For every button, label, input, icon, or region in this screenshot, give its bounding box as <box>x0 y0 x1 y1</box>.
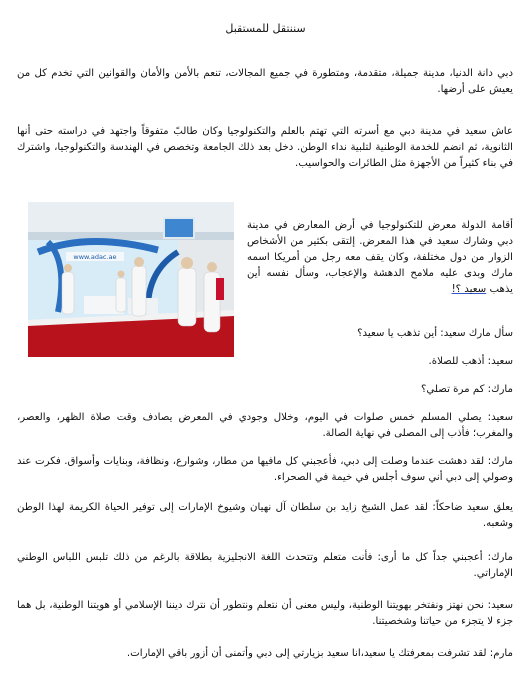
exhibition-photo <box>28 202 234 357</box>
paragraph-intro: دبي دانة الدنيا، مدينة جميلة، متقدمة، ومتطورة في جميع المجالات، تنعم بالأمن والأمان والقوانين التي تخدم كل من يعيش على أرضها. <box>17 68 513 95</box>
dialogue-mark-farewell: مارم: لقد تشرفت بمعرفتك يا سعيد،انا سعيد بزيارتي إلى دبي وأتمنى أن أزور باقي الإمارات. <box>126 648 513 659</box>
dialogue-saeed-prayers: سعيد: يصلي المسلم خمس صلوات في اليوم، وخلال وجودي في المعرض يصادف وقت صلاة الظهر، والعصر، والمغرب؛ فأذب إلى المصلى في نهاية الصالة. <box>17 412 513 439</box>
dialogue-saeed-sheikh-zayed: يعلق سعيد ضاحكاً: لقد عمل الشيخ زايد بن سلطان آل نهيان وشيوخ الإمارات إلى توفير الحياة الكريمة لهذا الوطن وشعبه. <box>17 502 513 529</box>
underlined-saeed: سعيد ؟! <box>451 284 487 295</box>
dialogue-saeed-prayer: سعيد: أذهب للصلاة. <box>428 356 513 367</box>
paragraph-exhibition <box>247 218 513 298</box>
booth-sign: www.adac.ae <box>73 253 117 261</box>
dialogue-mark-question: سأل مارك سعيد: أين تذهب يا سعيد؟ <box>357 328 513 339</box>
paragraph-exhibition-text: أقامة الدولة معرض للتكنولوجيا في أرض المعارض في مدينة دبي وشارك سعيد في هذا المعرض. إلتقى بكثير من الأشخاص الزوار من دول مختلفة، وكان يقف معه رجل من أمريكا اسمه مارك وبدى عليه ملامح الدهشة والإعجاب، وسأل نفسه أين يذهب <box>247 220 513 295</box>
dialogue-mark-how-many: مارك: كم مرة تصلي؟ <box>420 384 513 395</box>
dialogue-mark-dubai: مارك: لقد دهشت عندما وصلت إلى دبي، فأعجبني كل مافيها من مطار، وشوارع، ونظافة، وبنايات وأسواق. فكرت عند وصولي إلى دبي أني سوف أجلس في خيمة في الصحراء. <box>17 456 513 483</box>
document-title: سننتقل للمستقبل <box>225 22 306 35</box>
paragraph-saeed-background: عاش سعيد في مدينة دبي مع أسرته التي تهتم بالعلم والتكنولوجيا وكان طالبً متفوقاً واجتهد في دراسته حتى أنها الثانوية، ثم انضم للخدمة الوطنية لتلبية نداء الوطن. دخل بعد ذلك الجامعة وتخصص في الهندسة والتكنولوجيا، واشترك في بناء كثيراً من الأجهزة مثل الطائرات والحواسيب. <box>17 126 513 169</box>
dialogue-mark-english: مارك: أعجبني جداً كل ما أرى: فأنت متعلم وتتحدث اللغة الانجليزية بطلاقة بالرغم من ذلك تلبس اللباس الوطني الإماراتي. <box>17 552 513 579</box>
dialogue-saeed-identity: سعيد: نحن نهتز ونفتخر بهويتنا الوطنية، وليس معنى أن نتعلم ونتطور أن نترك ديننا الإسلامي أو هويتنا الوطنية، بل هما جزء لا يتجزء من حياتنا وشخصيتنا. <box>17 600 513 627</box>
exhibition-illustration <box>28 202 234 357</box>
